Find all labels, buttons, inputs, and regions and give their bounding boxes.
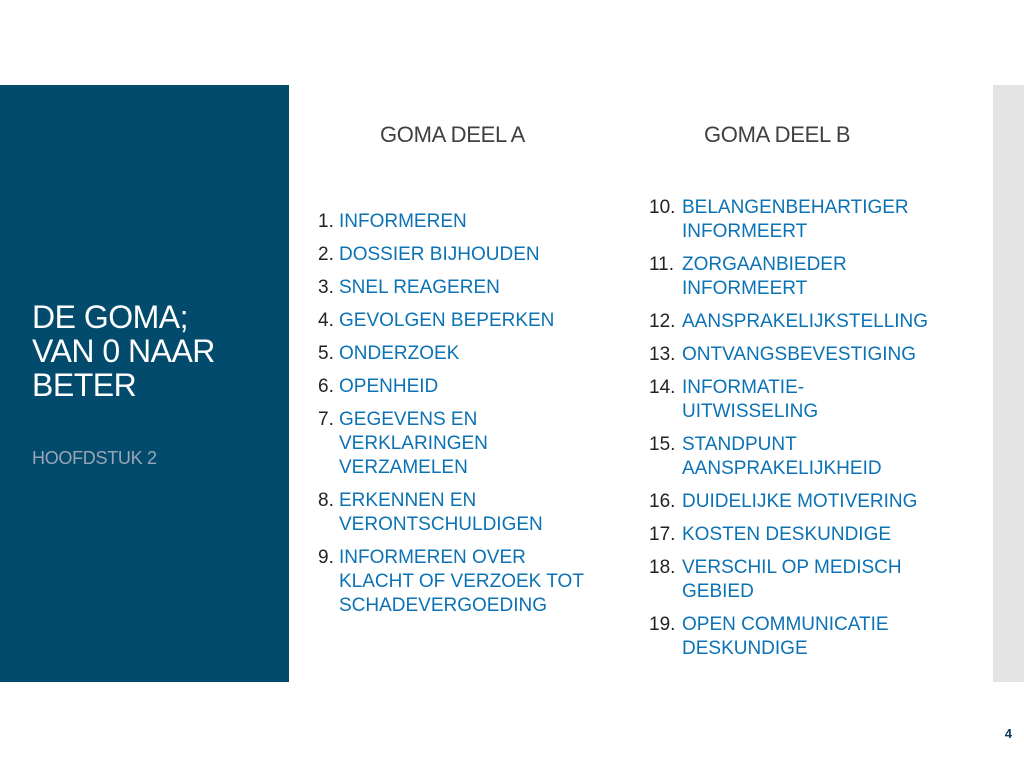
item-number: 6. — [318, 376, 334, 397]
item-text: ONDERZOEK — [339, 343, 460, 364]
list-item — [649, 490, 989, 514]
list-item — [649, 613, 989, 661]
item-text: INFORMEREN OVER KLACHT OF VERZOEK TOT SCHADEVERGOEDING — [339, 547, 584, 616]
item-number: 19. — [649, 614, 676, 635]
item-text: ONTVANGSBEVESTIGING — [682, 344, 917, 365]
item-number: 9. — [318, 547, 334, 568]
list-item — [318, 309, 608, 333]
item-number: 16. — [649, 491, 676, 512]
list-item — [318, 489, 608, 537]
list-item — [649, 376, 989, 424]
item-number: 14. — [649, 377, 676, 398]
item-text: GEGEVENS EN VERKLARINGEN VERZAMELEN — [339, 409, 488, 478]
slide-subtitle: HOOFDSTUK 2 — [32, 448, 157, 468]
item-text: BELANGENBEHARTIGER INFORMEERT — [682, 197, 909, 242]
item-text: ZORGAANBIEDER INFORMEERT — [682, 254, 847, 299]
column-b-header: GOMA DEEL B — [704, 122, 851, 147]
item-text: ERKENNEN EN VERONTSCHULDIGEN — [339, 490, 543, 535]
item-text: GEVOLGEN BEPERKEN — [339, 310, 555, 331]
item-number: 13. — [649, 344, 676, 365]
list-item — [318, 210, 608, 234]
item-text: SNEL REAGEREN — [339, 277, 500, 298]
item-text: INFORMEREN — [339, 211, 467, 232]
item-text: OPEN COMMUNICATIE DESKUNDIGE — [682, 614, 889, 659]
list-item — [649, 343, 989, 367]
item-number: 12. — [649, 311, 676, 332]
item-text: DOSSIER BIJHOUDEN — [339, 244, 540, 265]
slide-title-line: DE GOMA; — [32, 299, 189, 335]
item-number: 10. — [649, 197, 676, 218]
item-number: 18. — [649, 557, 676, 578]
item-number: 5. — [318, 343, 334, 364]
list-item — [649, 523, 989, 547]
item-text: INFORMATIE-UITWISSELING — [682, 377, 819, 422]
list-item — [318, 342, 608, 366]
item-text: STANDPUNT AANSPRAKELIJKHEID — [682, 434, 882, 479]
slide-title-line: BETER — [32, 367, 137, 403]
page-number: 4 — [1004, 726, 1012, 741]
list-item — [649, 196, 989, 244]
list-item — [649, 433, 989, 481]
slide-title — [32, 300, 282, 402]
list-item — [318, 546, 608, 618]
item-number: 17. — [649, 524, 676, 545]
item-number: 3. — [318, 277, 334, 298]
list-item — [318, 276, 608, 300]
list-item — [649, 253, 989, 301]
item-text: OPENHEID — [339, 376, 439, 397]
list-item — [318, 408, 608, 480]
item-number: 2. — [318, 244, 334, 265]
column-a-header: GOMA DEEL A — [380, 122, 526, 147]
list-item — [649, 310, 989, 334]
column-a-list — [318, 210, 608, 627]
column-b-list — [649, 196, 989, 670]
item-number: 8. — [318, 490, 334, 511]
list-item — [318, 243, 608, 267]
item-text: KOSTEN DESKUNDIGE — [682, 524, 892, 545]
list-item — [649, 556, 989, 604]
item-number: 4. — [318, 310, 334, 331]
item-number: 7. — [318, 409, 334, 430]
item-number: 11. — [649, 254, 675, 275]
right-accent-strip — [993, 85, 1024, 682]
item-text: VERSCHIL OP MEDISCH GEBIED — [682, 557, 902, 602]
slide-title-line: VAN 0 NAAR — [32, 333, 215, 369]
list-item — [318, 375, 608, 399]
item-text: AANSPRAKELIJKSTELLING — [682, 311, 929, 332]
item-number: 1. — [318, 211, 334, 232]
item-number: 15. — [649, 434, 676, 455]
item-text: DUIDELIJKE MOTIVERING — [682, 491, 918, 512]
